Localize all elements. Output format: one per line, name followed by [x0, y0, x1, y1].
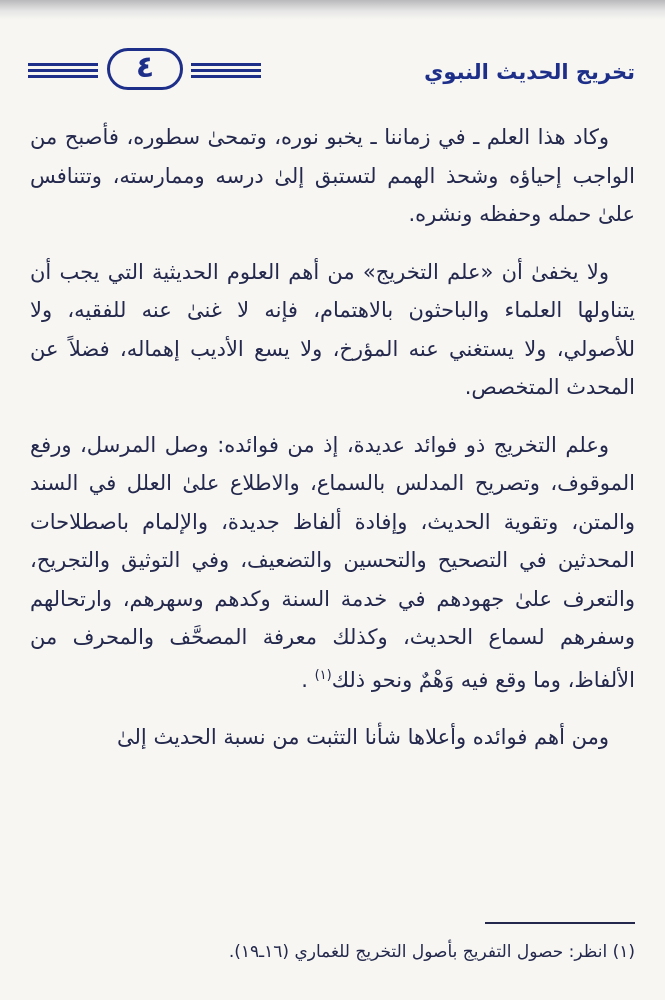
main-text: [30, 118, 635, 757]
paragraph-3-end: .: [301, 667, 308, 692]
footnote: (١) انظر: حصول التفريج بأصول التخريج للغماري (١٦ـ١٩).: [228, 942, 635, 962]
header-rule-right: [191, 63, 261, 78]
footnote-separator: [485, 922, 635, 924]
page-header: [28, 40, 637, 98]
header-rule-left: [28, 63, 98, 78]
paragraph-3-text: وعلم التخريج ذو فوائد عديدة، إذ من فوائده: وصل المرسل، ورفع الموقوف، وتصريح المدلس بالسماع، والاطلاع علىٰ العلل في السند والمتن، وتقوية الحديث، وإفادة ألفاظ جديدة، والإلمام باصطلاحات المحدثين في التصحيح والتحسين والتضعيف، وفي التوثيق والتجريح، والتعرف علىٰ جهودهم في خدمة السنة وكدهم وسهرهم، وارتحالهم وسفرهم لسماع الحديث، وكذلك معرفة المصحَّف والمحرف من الألفاظ، وما وقع فيه وَهْمٌ ونحو ذلك: [30, 432, 635, 692]
paragraph-4: ومن أهم فوائده وأعلاها شأنا التثبت من نسبة الحديث إلىٰ: [117, 725, 609, 749]
scan-top-shadow: [0, 0, 665, 20]
footnote-reference: (١): [314, 667, 332, 683]
running-title: تخريج الحديث النبوي: [424, 60, 635, 84]
paragraph-3: [30, 426, 635, 700]
paragraph-2: ولا يخفىٰ أن «علم التخريج» من أهم العلوم الحديثية التي يجب أن يتناولها العلماء والباحثون بالاهتمام، فإنه لا غنىٰ عنه للفقيه، ولا للأصولي، ولا يستغني عنه المؤرخ، ولا يسع الأديب إهماله، فضلاً عن المحدث المتخصص.: [30, 259, 635, 399]
paragraph-1: وكاد هذا العلم ـ في زماننا ـ يخبو نوره، وتمحىٰ سطوره، فأصبح من الواجب إحياؤه وشحذ الهمم لتستبق إلىٰ درسه وممارسته، وتتنافس علىٰ حمله وحفظه ونشره.: [30, 125, 635, 226]
page-number: ٤: [107, 48, 183, 90]
